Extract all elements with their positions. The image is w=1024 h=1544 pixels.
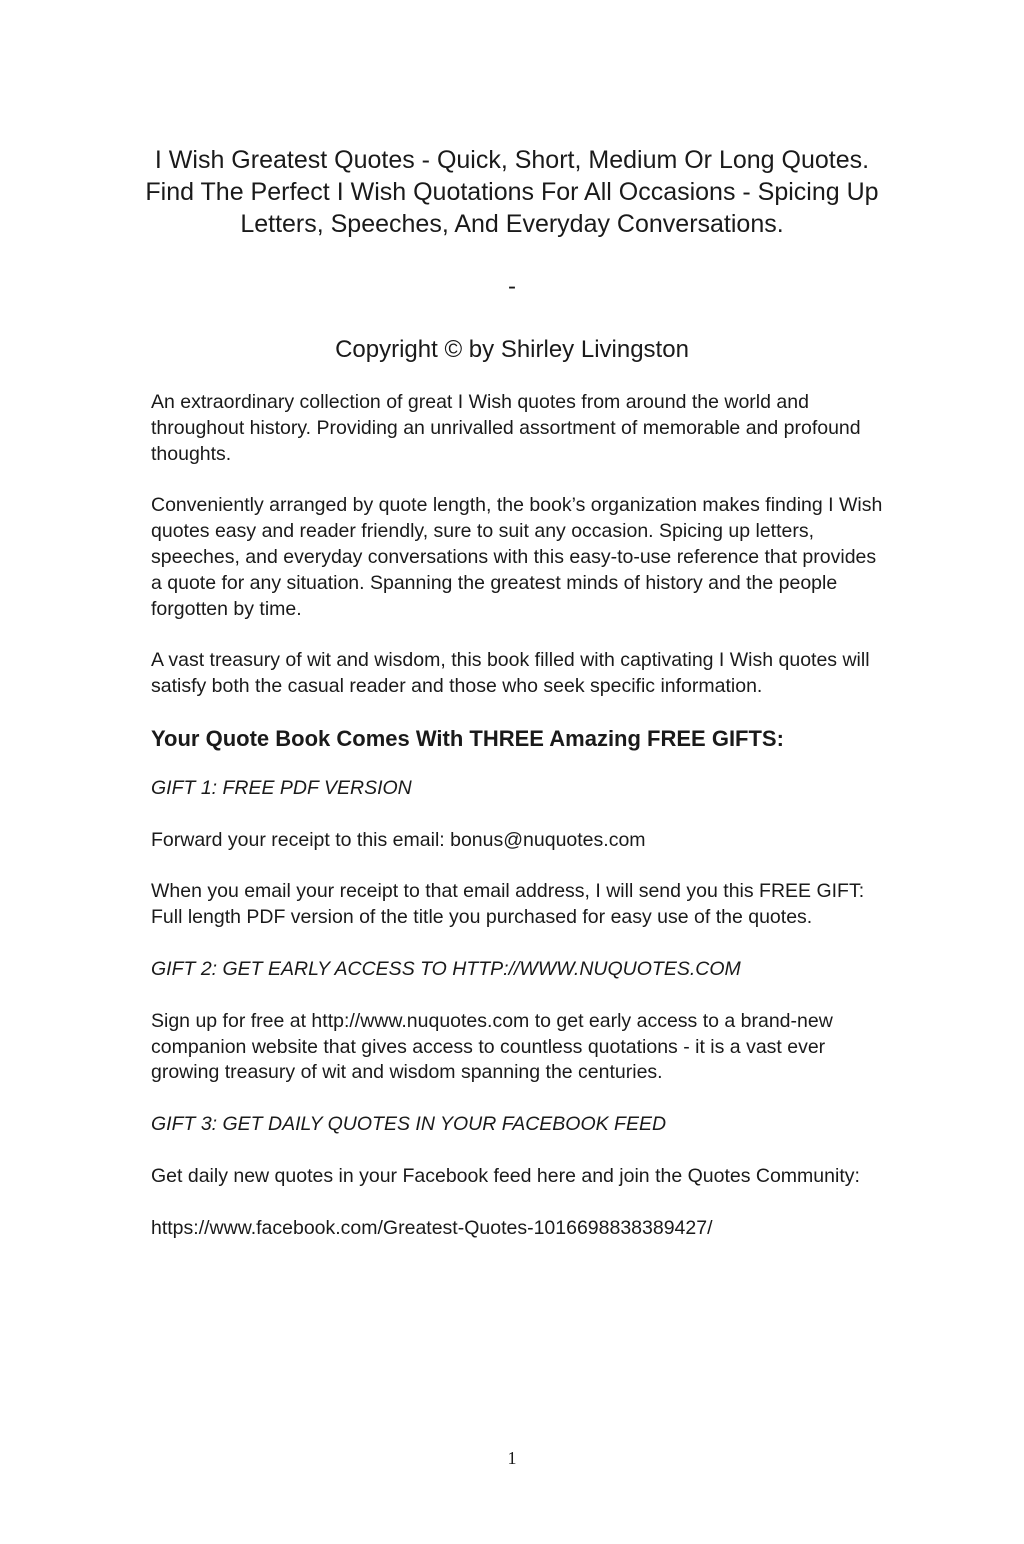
gift-2-heading: GIFT 2: GET EARLY ACCESS TO HTTP://WWW.NUQUOTES.COM [151,957,741,980]
gift-1-paragraph: When you email your receipt to that email address, I will send you this FREE GIFT: Full length PDF version of the title you purchased for easy use of the quotes. [151,880,865,929]
gifts-heading: Your Quote Book Comes With THREE Amazing FREE GIFTS: [151,725,784,751]
separator: - [508,273,516,300]
page-body [151,390,891,1268]
gift-3-heading: GIFT 3: GET DAILY QUOTES IN YOUR FACEBOOK FEED [151,1113,667,1136]
copyright-line: Copyright © by Shirley Livingston [335,336,689,363]
gift-3-paragraph: Get daily new quotes in your Facebook feed here and join the Quotes Community: [151,1164,860,1187]
book-title: I Wish Greatest Quotes - Quick, Short, Medium Or Long Quotes. Find The Perfect I Wish Quotations For All Occasions - Spicing Up Letters, Speeches, And Everyday Conversations. [145,146,879,238]
gift-2-paragraph: Sign up for free at http://www.nuquotes.com to get early access to a brand-new companion website that gives access to countless quotations - it is a vast ever growing treasury of wit and wisdom spanning the centuries. [151,1009,833,1084]
intro-paragraph: A vast treasury of wit and wisdom, this book filled with captivating I Wish quotes will satisfy both the casual reader and those who seek specific information. [151,649,870,698]
facebook-link[interactable]: https://www.facebook.com/Greatest-Quotes-1016698838389427/ [151,1216,713,1239]
gift-1-heading: GIFT 1: FREE PDF VERSION [151,776,412,799]
intro-paragraph: Conveniently arranged by quote length, the book’s organization makes finding I Wish quotes easy and reader friendly, sure to suit any occasion. Spicing up letters, speeches, and everyday conversations with this easy-to-use reference that provides a quote for any situation. Spanning the greatest minds of history and the people forgotten by time. [151,494,883,620]
intro-paragraph: An extraordinary collection of great I Wish quotes from around the world and throughout history. Providing an unrivalled assortment of memorable and profound thoughts. [151,391,861,465]
gift-1-paragraph: Forward your receipt to this email: bonus@nuquotes.com [151,828,646,851]
page-number: 1 [507,1448,517,1468]
